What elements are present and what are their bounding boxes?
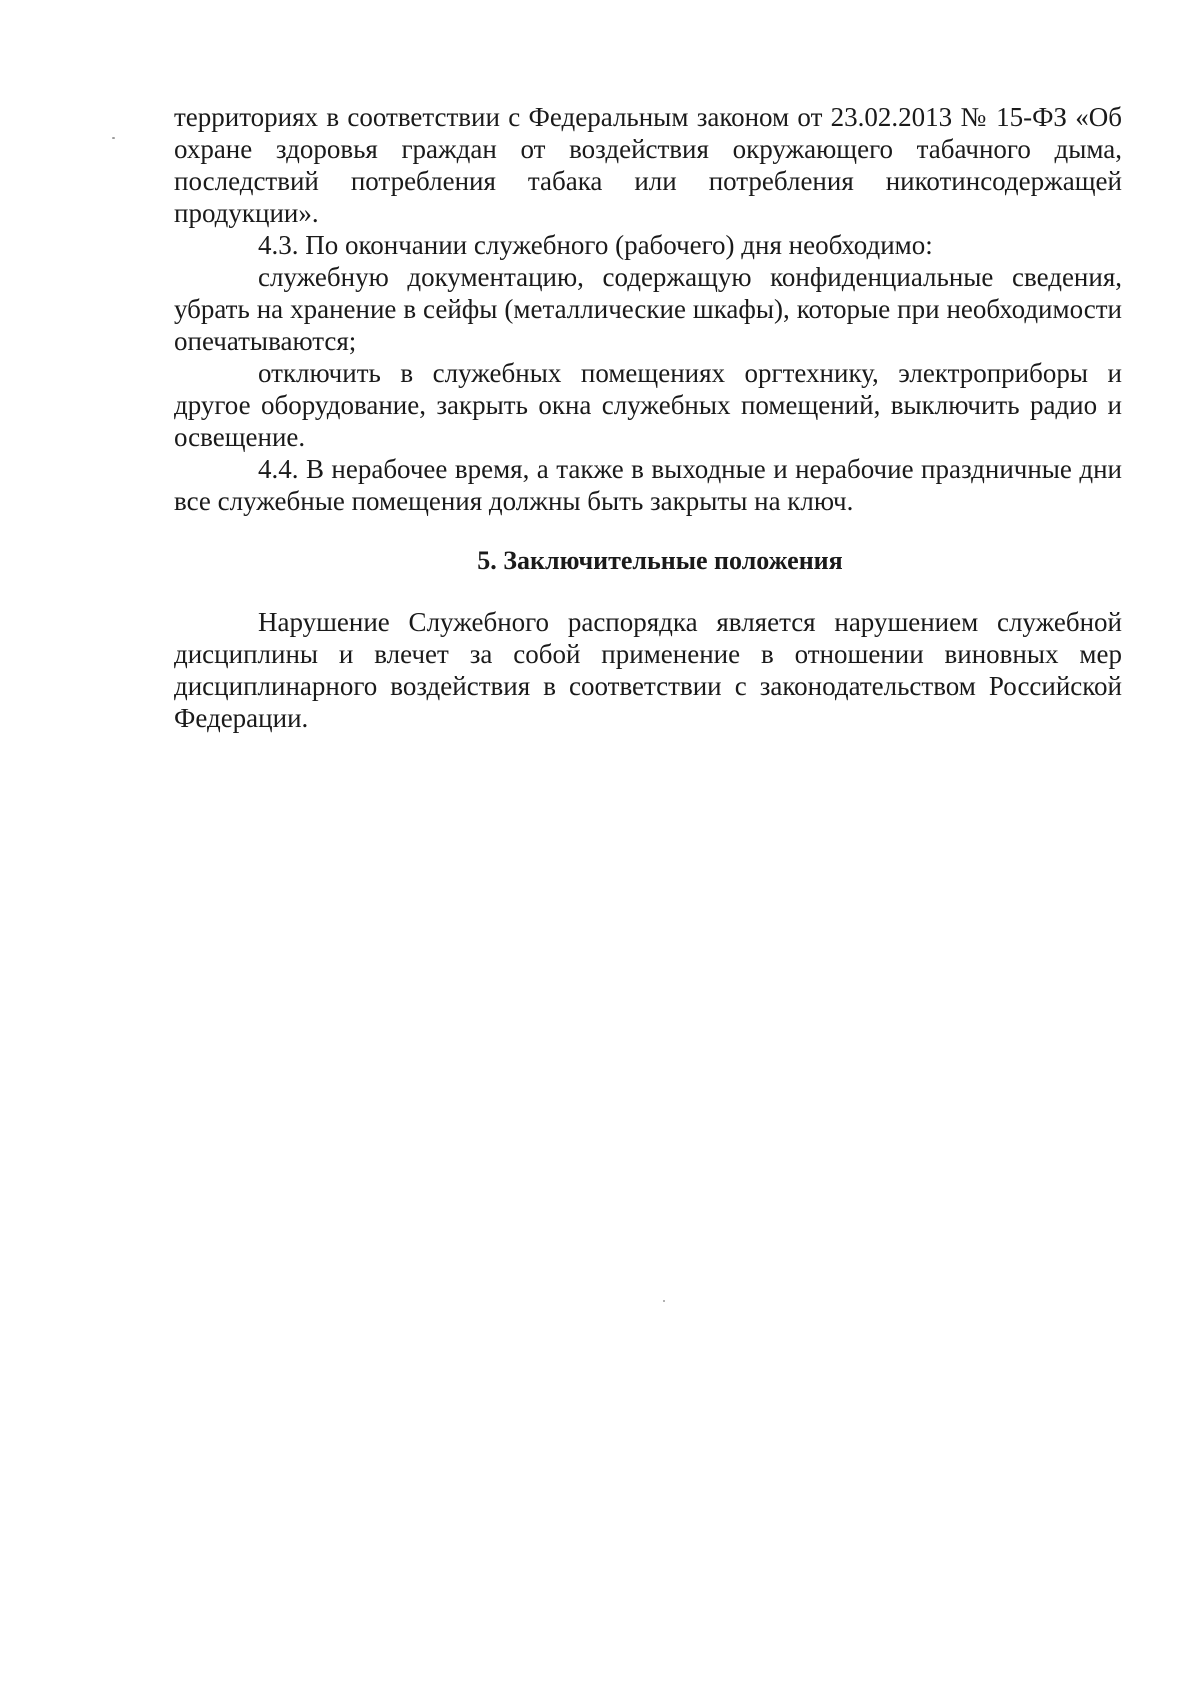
paragraph-4-4: 4.4. В нерабочее время, а также в выходные и нерабочие праздничные дни все служебные помещения должны быть закрыты на ключ. — [174, 454, 1122, 516]
scan-speck — [663, 1300, 665, 1302]
paragraph-tobacco-law: территориях в соответствии с Федеральным законом от 23.02.2013 № 15-ФЗ «Об охране здоровья граждан от воздействия окружающего табачного дыма, последствий потребления табака или потребления никотинсодержащей продукции». — [174, 102, 1122, 228]
scan-speck — [112, 137, 115, 139]
paragraph-equipment-off: отключить в служебных помещениях оргтехнику, электроприборы и другое оборудование, закрыть окна служебных помещений, выключить радио и освещение. — [174, 358, 1122, 452]
section-heading: 5. Заключительные положения — [477, 546, 843, 575]
paragraph-documents-storage: служебную документацию, содержащую конфиденциальные сведения, убрать на хранение в сейфы (металлические шкафы), которые при необходимости опечатываются; — [174, 262, 1122, 356]
section-spacer — [174, 577, 1122, 606]
paragraph-final-provisions: Нарушение Служебного распорядка является нарушением служебной дисциплины и влечет за собой применение в отношении виновных мер дисциплинарного воздействия в соответствии с законодательством Российской Федерации. — [174, 607, 1122, 733]
document-body — [174, 101, 1122, 734]
paragraph-4-3: 4.3. По окончании служебного (рабочего) дня необходимо: — [258, 230, 933, 260]
